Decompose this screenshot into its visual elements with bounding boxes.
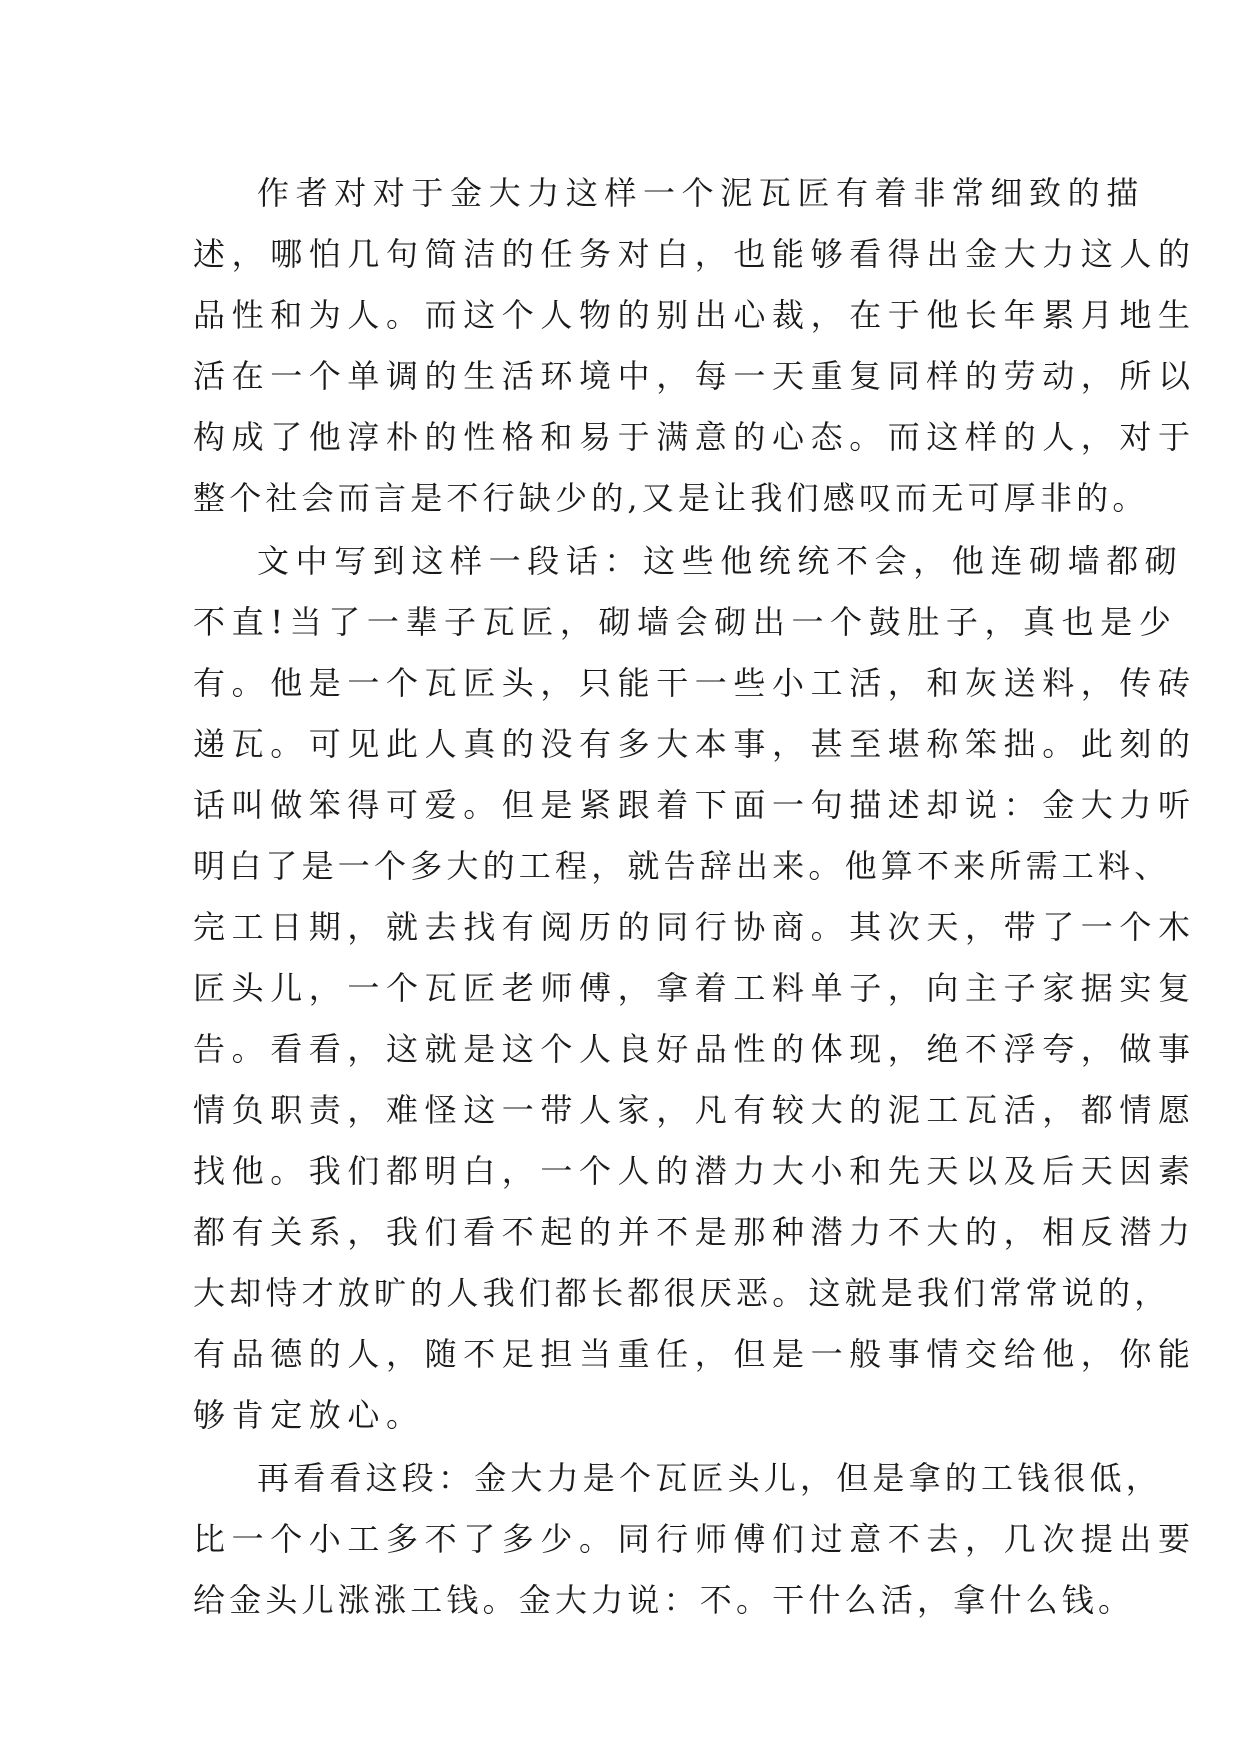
text-line: 情负职责，难怪这一带人家，凡有较大的泥工瓦活，都情愿 <box>193 1091 1197 1129</box>
text-line: 文中写到这样一段话：这些他统统不会，他连砌墙都砌 <box>257 542 1184 580</box>
text-line: 明白了是一个多大的工程，就告辞出来。他算不来所需工料、 <box>193 847 1171 885</box>
paragraph-2 <box>193 531 1197 1446</box>
text-line: 有品德的人，随不足担当重任，但是一般事情交给他，你能 <box>193 1335 1197 1373</box>
text-line: 够肯定放心。 <box>193 1396 425 1434</box>
text-line: 都有关系，我们看不起的并不是那种潜力不大的，相反潜力 <box>193 1213 1197 1251</box>
paragraph-3 <box>193 1448 1197 1631</box>
text-line: 整个社会而言是不行缺少的,又是让我们感叹而无可厚非的。 <box>193 479 1149 517</box>
text-line: 构成了他淳朴的性格和易于满意的心态。而这样的人，对于 <box>193 418 1197 456</box>
text-line: 给金头儿涨涨工钱。金大力说：不。干什么活，拿什么钱。 <box>193 1581 1135 1619</box>
text-line: 找他。我们都明白，一个人的潜力大小和先天以及后天因素 <box>193 1152 1197 1190</box>
text-line: 再看看这段：金大力是个瓦匠头儿，但是拿的工钱很低， <box>257 1459 1163 1497</box>
text-line: 作者对对于金大力这样一个泥瓦匠有着非常细致的描 <box>257 174 1145 212</box>
text-line: 完工日期，就去找有阅历的同行协商。其次天，带了一个木 <box>193 908 1197 946</box>
document-body <box>193 163 1197 1633</box>
text-line: 匠头儿，一个瓦匠老师傅，拿着工料单子，向主子家据实复 <box>193 969 1197 1007</box>
paragraph-1 <box>193 163 1197 529</box>
text-line: 大却恃才放旷的人我们都长都很厌恶。这就是我们常常说的， <box>193 1274 1171 1312</box>
text-line: 告。看看，这就是这个人良好品性的体现，绝不浮夸，做事 <box>193 1030 1197 1068</box>
text-line: 述，哪怕几句简洁的任务对白，也能够看得出金大力这人的 <box>193 235 1197 273</box>
text-line: 活在一个单调的生活环境中，每一天重复同样的劳动，所以 <box>193 357 1197 395</box>
text-line: 有。他是一个瓦匠头，只能干一些小工活，和灰送料，传砖 <box>193 664 1197 702</box>
text-line: 话叫做笨得可爱。但是紧跟着下面一句描述却说：金大力听 <box>193 786 1197 824</box>
text-line: 递瓦。可见此人真的没有多大本事，甚至堪称笨拙。此刻的 <box>193 725 1197 763</box>
text-line: 比一个小工多不了多少。同行师傅们过意不去，几次提出要 <box>193 1520 1197 1558</box>
text-line: 不直!当了一辈子瓦匠，砌墙会砌出一个鼓肚子，真也是少 <box>193 603 1178 641</box>
text-line: 品性和为人。而这个人物的别出心裁，在于他长年累月地生 <box>193 296 1197 334</box>
